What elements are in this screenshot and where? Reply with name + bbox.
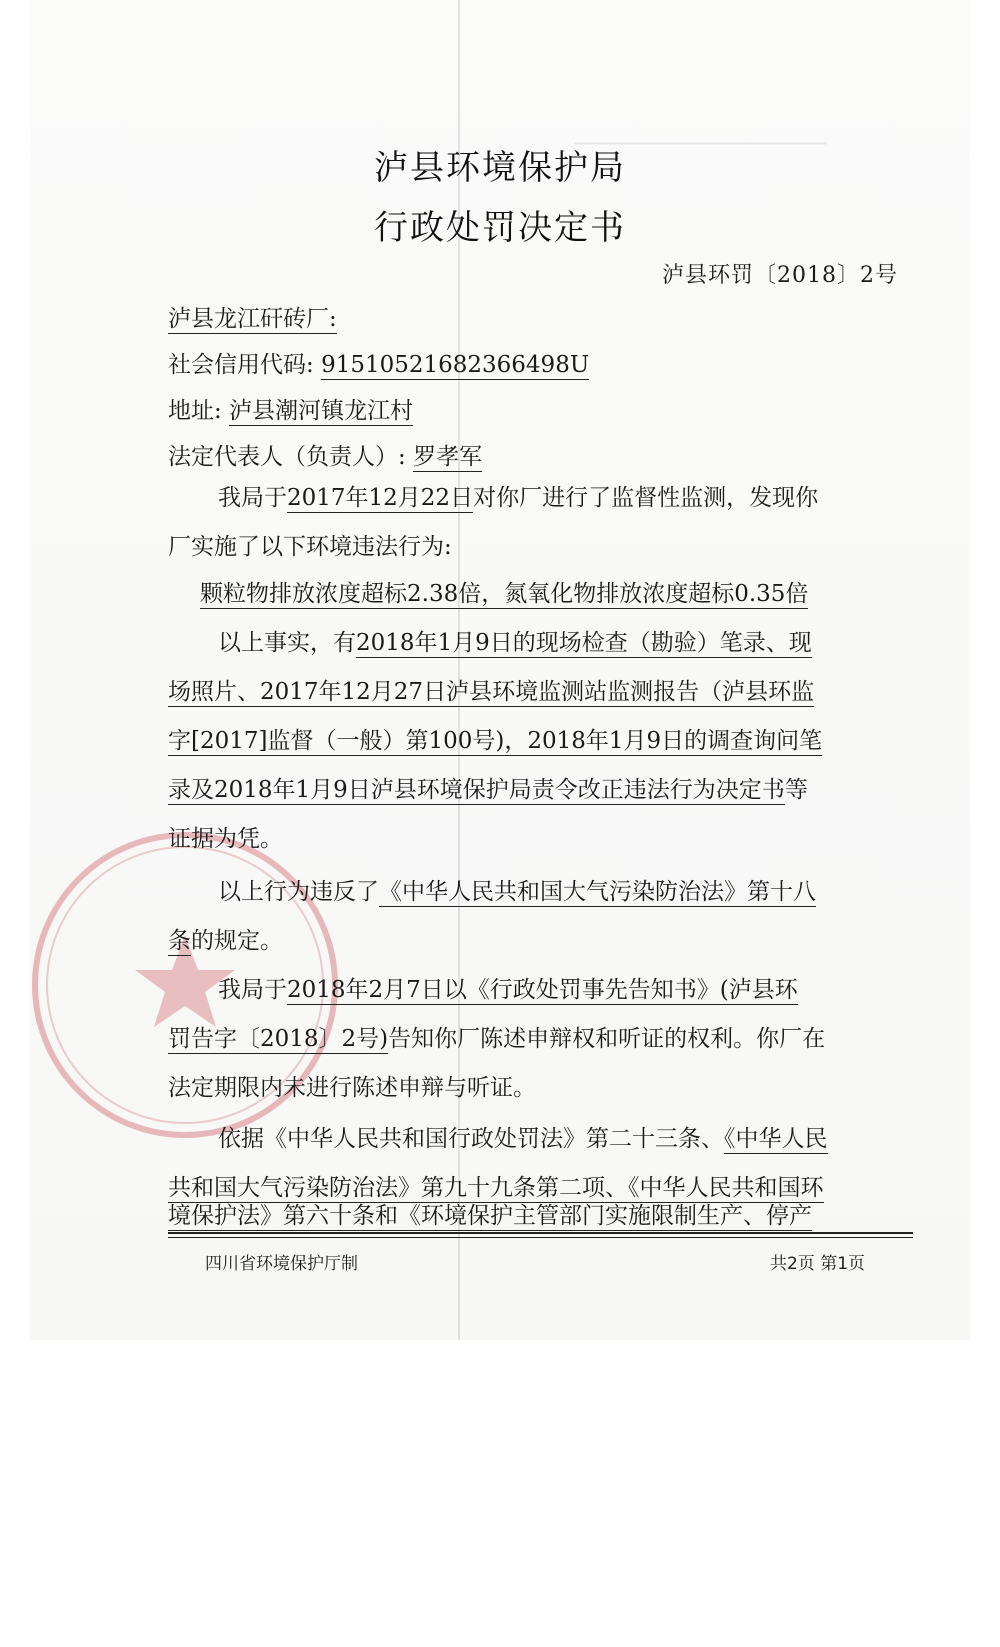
paragraph-notice-line3: 法定期限内未进行陈述申辩与听证。 (168, 1075, 536, 1101)
address-value: 泸县潮河镇龙江村 (229, 398, 414, 424)
recipient-name (168, 300, 337, 333)
p2-underline-3: 字[2017]监督（一般）第100号)，2018年1月9日的调查询问笔 (168, 728, 823, 754)
document-title-authority: 泸县环境保护局 (374, 148, 626, 188)
p1-date: 2017年12月22日 (287, 485, 474, 511)
paragraph-evidence (218, 619, 812, 668)
paragraph-violation-law (218, 868, 816, 917)
p5-text-a: 依据《中华人民共和国行政处罚法》第二十三条、 (218, 1126, 724, 1152)
credit-code-row (168, 346, 589, 379)
p5-underline-2: 共和国大气污染防治法》第九十九条第二项、《中华人民共和国环 (168, 1175, 824, 1201)
paragraph-monitoring (218, 474, 818, 523)
document-title-type: 行政处罚决定书 (374, 208, 626, 248)
p4-text-b: 告知你厂陈述申辩权和听证的权利。你厂在 (388, 1026, 826, 1052)
paragraph-evidence-line2 (168, 668, 814, 717)
address-label: 地址: (168, 398, 222, 424)
violation-text: 颗粒物排放浓度超标2.38倍，氮氧化物排放浓度超标0.35倍 (200, 581, 809, 607)
p4-underline-1: 2018年2月7日以《行政处罚事先告知书》(泸县环 (287, 977, 798, 1003)
p2-text-b: 等 (784, 777, 808, 803)
paragraph-evidence-line3 (168, 717, 822, 766)
p3-text-a: 以上行为违反了 (218, 879, 379, 905)
footer-page-number: 共2页 第1页 (770, 1254, 866, 1274)
recipient-name-text: 泸县龙江矸砖厂: (168, 306, 337, 332)
credit-code-label: 社会信用代码: (168, 352, 314, 378)
footer-rule-thin (168, 1237, 913, 1238)
legal-rep-value: 罗孝军 (413, 444, 483, 470)
p3-text-b: 的规定。 (191, 928, 283, 954)
paragraph-legal-basis (218, 1115, 828, 1164)
paragraph-violation-law-cont (168, 917, 283, 966)
p5-underline-1: 《中华人民 (724, 1126, 828, 1152)
p4-underline-2: 罚告字〔2018〕2号) (168, 1026, 389, 1052)
footer-rule-thick (168, 1232, 913, 1234)
p1-text-a: 我局于 (218, 485, 287, 511)
legal-rep-row (168, 438, 482, 471)
p2-underline-4: 录及2018年1月9日泸县环境保护局责令改正违法行为决定书 (168, 777, 785, 803)
footer-issuer: 四川省环境保护厅制 (205, 1254, 358, 1274)
credit-code-value: 91510521682366498U (321, 352, 590, 378)
legal-rep-label: 法定代表人（负责人）: (168, 444, 406, 470)
paragraph-monitoring-cont: 厂实施了以下环境违法行为: (168, 534, 452, 560)
p5-underline-3: 境保护法》第六十条和《环境保护主管部门实施限制生产、停产 (168, 1203, 812, 1229)
bleed-through-text: ─────────────────── (575, 132, 827, 157)
paragraph-notice-line2 (168, 1015, 825, 1064)
p2-underline-2: 场照片、2017年12月27日泸县环境监测站监测报告（泸县环监 (168, 679, 815, 705)
p4-text-a: 我局于 (218, 977, 287, 1003)
address-row (168, 392, 413, 425)
document-number: 泸县环罚〔2018〕2号 (662, 263, 898, 288)
p3-underline-2: 条 (168, 928, 191, 954)
paragraph-notice (218, 966, 798, 1015)
p2-underline-1: 2018年1月9日的现场检查（勘验）笔录、现 (356, 630, 812, 656)
p2-text-a: 以上事实，有 (218, 630, 356, 656)
paragraph-evidence-line5: 证据为凭。 (168, 826, 283, 852)
p3-underline-1: 《中华人民共和国大气污染防治法》第十八 (379, 879, 816, 905)
p1-text-b: 对你厂进行了监督性监测，发现你 (473, 485, 819, 511)
paragraph-evidence-line4 (168, 766, 808, 815)
violation-statement (200, 570, 808, 619)
